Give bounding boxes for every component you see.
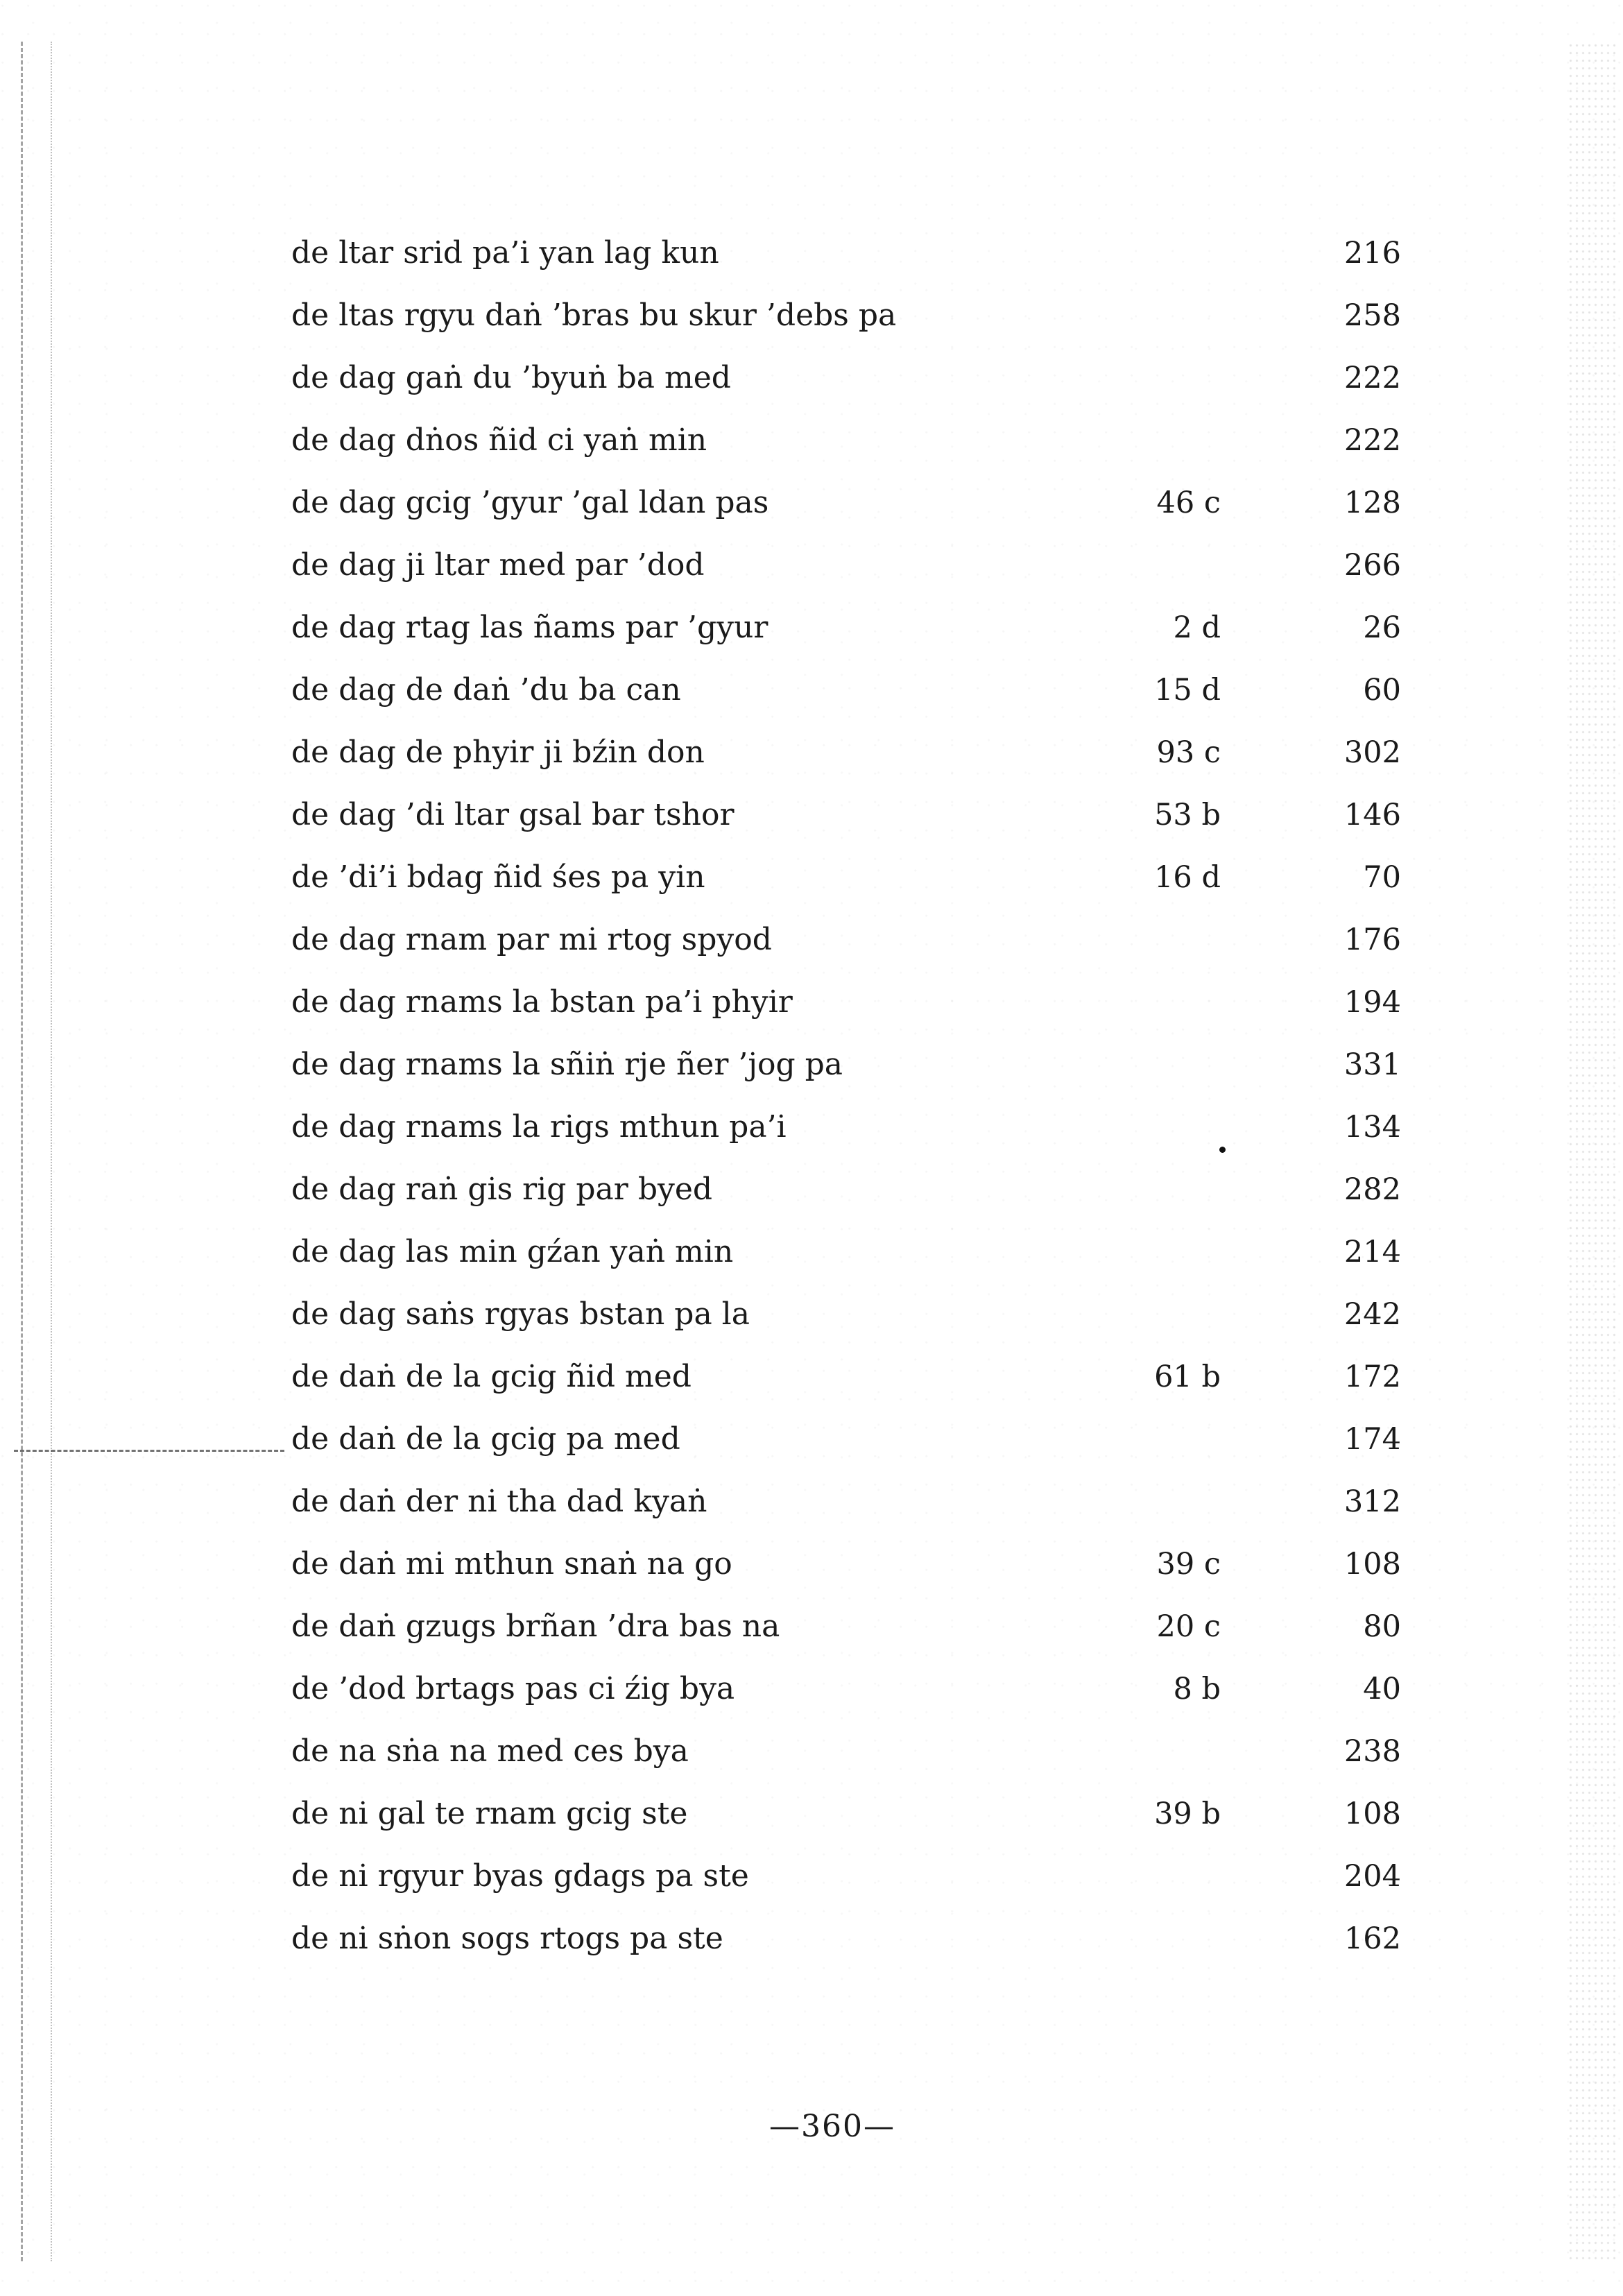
entry-page-number: 222	[1343, 361, 1401, 395]
entry-page-number: 26	[1363, 610, 1401, 645]
index-list	[291, 222, 1401, 1970]
index-entry	[291, 1283, 1401, 1346]
entry-title: de ni gal te rnam gcig ste	[291, 1796, 688, 1831]
entry-title: de ni sṅon sogs rtogs pa ste	[291, 1921, 723, 1956]
entry-title: de dag ji ltar med par ’dod	[291, 547, 705, 583]
entry-verse-ref: 15 d	[1154, 673, 1221, 708]
entry-page-number: 214	[1343, 1235, 1401, 1269]
entry-page-number: 238	[1343, 1734, 1401, 1769]
entry-page-number: 108	[1343, 1797, 1401, 1831]
scan-noise-edge	[1568, 42, 1616, 2261]
index-entry	[291, 284, 1401, 347]
entry-page-number: 80	[1363, 1609, 1401, 1644]
entry-page-number: 266	[1343, 548, 1401, 583]
entry-title: de dag rnams la sñiṅ rje ñer ’jog pa	[291, 1047, 843, 1082]
index-entry	[291, 472, 1401, 534]
index-entry	[291, 1595, 1401, 1658]
index-entry	[291, 721, 1401, 784]
index-entry	[291, 784, 1401, 846]
index-entry	[291, 1408, 1401, 1471]
entry-page-number: 194	[1343, 985, 1401, 1020]
index-entry	[291, 1221, 1401, 1283]
entry-verse-ref: 39 b	[1154, 1797, 1221, 1831]
entry-title: de dag rtag las ñams par ’gyur	[291, 610, 768, 645]
entry-page-number: 282	[1343, 1172, 1401, 1207]
entry-verse-ref: 46 c	[1156, 486, 1221, 520]
entry-title: de ’dod brtags pas ci źig bya	[291, 1671, 735, 1706]
entry-title: de dag dṅos ñid ci yaṅ min	[291, 422, 707, 458]
entry-title: de dag saṅs rgyas bstan pa la	[291, 1296, 750, 1332]
entry-verse-ref: 93 c	[1156, 735, 1221, 770]
entry-title: de dag rnam par mi rtog spyod	[291, 922, 772, 957]
entry-verse-ref: 20 c	[1156, 1609, 1221, 1644]
entry-title: de daṅ gzugs brñan ’dra bas na	[291, 1609, 780, 1644]
index-entry	[291, 846, 1401, 909]
entry-verse-ref: 2 d	[1173, 610, 1221, 645]
index-entry	[291, 409, 1401, 472]
entry-title: de dag rnams la rigs mthun pa’i	[291, 1109, 787, 1145]
entry-verse-ref: 16 d	[1154, 860, 1221, 895]
entry-title: de dag rnams la bstan pa’i phyir	[291, 984, 793, 1020]
entry-page-number: 242	[1343, 1297, 1401, 1332]
entry-title: de na sṅa na med ces bya	[291, 1733, 689, 1769]
index-entry	[291, 1783, 1401, 1845]
entry-verse-ref: 61 b	[1154, 1360, 1221, 1394]
entry-page-number: 146	[1343, 798, 1401, 832]
index-entry	[291, 1908, 1401, 1970]
entry-page-number: 108	[1343, 1547, 1401, 1582]
entry-page-number: 204	[1343, 1859, 1401, 1894]
entry-title: de ltas rgyu daṅ ’bras bu skur ’debs pa	[291, 298, 897, 333]
entry-page-number: 70	[1363, 860, 1401, 895]
entry-title: de ni rgyur byas gdags pa ste	[291, 1858, 749, 1894]
entry-page-number: 176	[1343, 923, 1401, 957]
margin-cut-line	[14, 1450, 284, 1452]
index-entry	[291, 1845, 1401, 1908]
entry-title: de daṅ mi mthun snaṅ na go	[291, 1546, 732, 1582]
entry-title: de dag raṅ gis rig par byed	[291, 1172, 713, 1207]
index-entry	[291, 659, 1401, 721]
entry-title: de dag ’di ltar gsal bar tshor	[291, 797, 735, 832]
index-entry	[291, 1346, 1401, 1408]
entry-title: de daṅ de la gcig ñid med	[291, 1359, 692, 1394]
index-entry	[291, 909, 1401, 971]
entry-page-number: 312	[1343, 1484, 1401, 1519]
entry-verse-ref: 39 c	[1156, 1547, 1221, 1582]
entry-page-number: 331	[1343, 1047, 1401, 1082]
entry-page-number: 162	[1343, 1921, 1401, 1956]
entry-page-number: 302	[1343, 735, 1401, 770]
entry-title: de dag gaṅ du ’byuṅ ba med	[291, 360, 731, 395]
index-entry	[291, 1096, 1401, 1158]
entry-title: de dag las min gźan yaṅ min	[291, 1234, 734, 1269]
entry-page-number: 174	[1343, 1422, 1401, 1457]
index-entry	[291, 1471, 1401, 1533]
index-entry	[291, 1533, 1401, 1595]
index-entry	[291, 1034, 1401, 1096]
entry-title: de dag de daṅ ’du ba can	[291, 672, 681, 708]
entry-page-number: 216	[1343, 236, 1401, 271]
page-number: —360—	[769, 2109, 895, 2144]
index-entry	[291, 1720, 1401, 1783]
index-entry	[291, 534, 1401, 597]
entry-page-number: 60	[1363, 673, 1401, 708]
entry-page-number: 128	[1343, 486, 1401, 520]
index-entry	[291, 971, 1401, 1034]
entry-title: de daṅ der ni tha dad kyaṅ	[291, 1484, 707, 1519]
entry-verse-ref: 53 b	[1154, 798, 1221, 832]
entry-title: de daṅ de la gcig pa med	[291, 1421, 680, 1457]
entry-title: de dag de phyir ji bźin don	[291, 735, 705, 770]
entry-title: de dag gcig ’gyur ’gal ldan pas	[291, 485, 769, 520]
entry-title: de ltar srid pa’i yan lag kun	[291, 235, 719, 271]
entry-page-number: 134	[1343, 1110, 1401, 1145]
entry-page-number: 172	[1343, 1360, 1401, 1394]
index-entry	[291, 347, 1401, 409]
index-entry	[291, 597, 1401, 659]
index-entry	[291, 1658, 1401, 1720]
index-entry	[291, 222, 1401, 284]
binding-edge-artifact	[21, 42, 52, 2261]
entry-verse-ref: 8 b	[1173, 1672, 1221, 1706]
entry-page-number: 258	[1343, 298, 1401, 333]
entry-title: de ’di’i bdag ñid śes pa yin	[291, 859, 705, 895]
entry-page-number: 222	[1343, 423, 1401, 458]
entry-page-number: 40	[1363, 1672, 1401, 1706]
index-entry	[291, 1158, 1401, 1221]
